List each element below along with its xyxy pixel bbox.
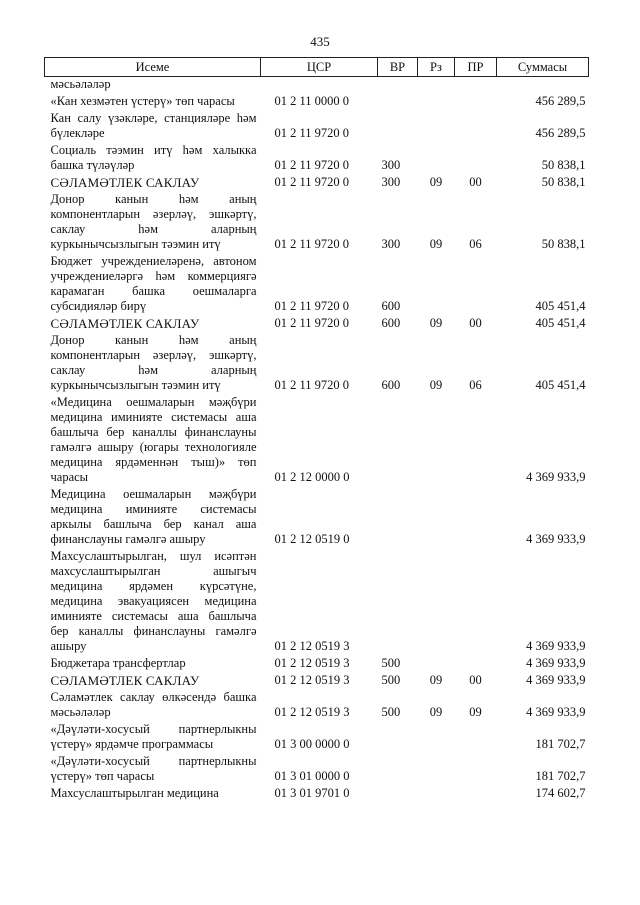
cell-name: «Дәүләти-хосусый партнерлыкны үстерү» төп чарасы — [50, 754, 257, 783]
table-header-row — [45, 58, 589, 77]
cell-name: «Кан хезмәтен үстерү» төп чарасы — [50, 94, 235, 108]
table-row — [45, 175, 589, 192]
table-row — [45, 549, 589, 656]
cell-csr: 01 2 11 9720 0 — [274, 299, 350, 313]
cell-vr: 300 — [381, 158, 401, 172]
table-row — [45, 192, 589, 254]
cell-csr: 01 2 11 9720 0 — [274, 158, 350, 172]
cell-vr: 500 — [381, 705, 401, 719]
cell-vr: 300 — [381, 175, 401, 189]
cell-csr: 01 2 12 0519 3 — [274, 639, 350, 653]
cell-pr: 06 — [469, 378, 482, 392]
cell-name: Донор канын һәм аның компонентларын әзерләү, эшкәртү, саклау һәм аларның куркынычсызлыгын тәэмин итү — [50, 192, 257, 251]
cell-csr: 01 2 11 9720 0 — [274, 237, 350, 251]
cell-rz — [418, 94, 455, 111]
cell-name: «Медицина оешмаларын мәҗбүри медицина иминияте системасы аша башлыча бер каналлы финанслауны гамәлгә ашыру (югары технологияле медицина ярдәменнән тыш)» төп чарасы — [50, 395, 257, 484]
cell-sum — [497, 77, 589, 95]
cell-pr — [455, 487, 497, 549]
table-row — [45, 333, 589, 395]
table-row — [45, 316, 589, 333]
page-number: 435 — [310, 34, 330, 49]
cell-name: Сәламәтлек саклау өлкәсендә башка мәсьәләләр — [50, 690, 257, 719]
cell-rz — [418, 77, 455, 95]
table-row — [45, 754, 589, 786]
cell-vr: 600 — [381, 316, 401, 330]
table-row — [45, 786, 589, 803]
cell-csr — [261, 77, 378, 95]
cell-name: Махсуслаштырылган медицина — [50, 786, 219, 800]
cell-pr — [455, 254, 497, 316]
cell-csr: 01 2 11 9720 0 — [274, 378, 350, 392]
cell-pr — [455, 656, 497, 673]
cell-csr: 01 2 12 0519 3 — [274, 673, 350, 687]
column-header-pr: ПР — [455, 58, 497, 77]
column-header-sum: Суммасы — [497, 58, 589, 77]
cell-sum: 50 838,1 — [541, 237, 586, 251]
cell-pr — [455, 549, 497, 656]
table-row — [45, 111, 589, 143]
cell-name: Бюджетара трансфертлар — [50, 656, 186, 670]
cell-pr — [455, 111, 497, 143]
table-row — [45, 77, 589, 95]
cell-csr: 01 2 12 0519 0 — [274, 532, 350, 546]
column-header-rz: Рз — [418, 58, 455, 77]
cell-name: мәсьәләләр — [50, 77, 111, 91]
cell-sum: 4 369 933,9 — [526, 532, 586, 546]
cell-rz: 09 — [429, 316, 443, 330]
cell-csr: 01 2 11 0000 0 — [274, 94, 350, 108]
cell-sum: 4 369 933,9 — [526, 639, 586, 653]
cell-rz — [418, 722, 455, 754]
cell-sum: 181 702,7 — [535, 769, 586, 783]
cell-pr — [455, 754, 497, 786]
table-row — [45, 487, 589, 549]
cell-rz — [418, 143, 455, 175]
cell-csr: 01 2 12 0519 3 — [274, 656, 350, 670]
table-row — [45, 254, 589, 316]
cell-sum: 405 451,4 — [535, 299, 586, 313]
cell-pr: 00 — [469, 673, 482, 687]
cell-name: Махсуслаштырылган, шул исәптән махсуслаштырылган ашыгыч медицина ярдәмен күрсәтүне, медицина эвакуациясен медицина иминияте системасы аша башлыча бер каналлы финанслауны гамәлгә ашыру — [50, 549, 257, 653]
cell-sum: 456 289,5 — [535, 126, 586, 140]
column-header-vr: ВР — [378, 58, 418, 77]
cell-vr: 500 — [381, 656, 401, 670]
cell-pr — [455, 94, 497, 111]
cell-sum: 174 602,7 — [535, 786, 586, 800]
cell-pr: 09 — [469, 705, 482, 719]
cell-sum: 181 702,7 — [535, 737, 586, 751]
cell-vr — [378, 786, 418, 803]
cell-name: Кан салу үзәкләре, станцияләре һәм бүлекләре — [50, 111, 257, 140]
cell-rz — [418, 549, 455, 656]
table-row — [45, 722, 589, 754]
cell-csr: 01 3 01 0000 0 — [274, 769, 350, 783]
cell-vr — [378, 722, 418, 754]
cell-name: Медицина оешмаларын мәҗбүри медицина иминияте системасы аркылы башлыча бер канал аша финанслауны гамәлгә ашыру — [50, 487, 257, 546]
cell-rz: 09 — [429, 378, 443, 392]
cell-sum: 50 838,1 — [541, 158, 586, 172]
cell-vr: 500 — [381, 673, 401, 687]
cell-vr — [378, 395, 418, 487]
column-header-csr: ЦСР — [261, 58, 378, 77]
cell-name: «Дәүләти-хосусый партнерлыкны үстерү» ярдәмче программасы — [50, 722, 257, 751]
cell-vr — [378, 111, 418, 143]
cell-name: СӘЛАМӘТЛЕК САКЛАУ — [50, 316, 200, 331]
cell-rz — [418, 487, 455, 549]
cell-rz: 09 — [429, 175, 443, 189]
cell-sum: 4 369 933,9 — [526, 470, 586, 484]
cell-rz — [418, 754, 455, 786]
cell-vr — [378, 94, 418, 111]
cell-pr: 00 — [469, 175, 482, 189]
cell-rz — [418, 254, 455, 316]
cell-name: Донор канын һәм аның компонентларын әзерләү, эшкәртү, саклау һәм аларның куркынычсызлыгын тәэмин итү — [50, 333, 257, 392]
cell-sum: 405 451,4 — [535, 378, 586, 392]
cell-csr: 01 2 12 0000 0 — [274, 470, 350, 484]
table-row — [45, 395, 589, 487]
budget-table — [44, 57, 589, 803]
cell-vr — [378, 487, 418, 549]
cell-pr: 00 — [469, 316, 482, 330]
cell-sum: 4 369 933,9 — [526, 656, 586, 670]
cell-sum: 4 369 933,9 — [526, 673, 586, 687]
cell-vr: 600 — [381, 299, 401, 313]
cell-pr: 06 — [469, 237, 482, 251]
cell-rz: 09 — [429, 673, 443, 687]
cell-pr — [455, 722, 497, 754]
cell-sum: 4 369 933,9 — [526, 705, 586, 719]
table-row — [45, 143, 589, 175]
cell-vr — [378, 754, 418, 786]
cell-rz: 09 — [429, 705, 443, 719]
column-header-name: Исеме — [45, 58, 261, 77]
cell-vr — [378, 77, 418, 95]
cell-rz — [418, 786, 455, 803]
cell-pr — [455, 395, 497, 487]
cell-vr: 300 — [381, 237, 401, 251]
cell-pr — [455, 143, 497, 175]
cell-pr — [455, 786, 497, 803]
cell-name: Бюджет учреждениеләренә, автоном учреждениеләргә һәм коммерциягә карамаган башка оешмаларга субсидияләр бирү — [50, 254, 257, 313]
cell-csr: 01 2 11 9720 0 — [274, 175, 350, 189]
cell-name: Социаль тәэмин итү һәм халыкка башка түләүләр — [50, 143, 257, 172]
cell-rz — [418, 111, 455, 143]
cell-csr: 01 2 11 9720 0 — [274, 126, 350, 140]
cell-pr — [455, 77, 497, 95]
cell-vr: 600 — [381, 378, 401, 392]
cell-name: СӘЛАМӘТЛЕК САКЛАУ — [50, 673, 200, 688]
cell-sum: 50 838,1 — [541, 175, 586, 189]
cell-rz: 09 — [429, 237, 443, 251]
cell-csr: 01 2 11 9720 0 — [274, 316, 350, 330]
cell-rz — [418, 395, 455, 487]
table-row — [45, 656, 589, 673]
table-row — [45, 673, 589, 690]
table-row — [45, 94, 589, 111]
cell-csr: 01 3 00 0000 0 — [274, 737, 350, 751]
cell-sum: 405 451,4 — [535, 316, 586, 330]
cell-rz — [418, 656, 455, 673]
table-row — [45, 690, 589, 722]
cell-csr: 01 3 01 9701 0 — [274, 786, 350, 800]
cell-sum: 456 289,5 — [535, 94, 586, 108]
cell-name: СӘЛАМӘТЛЕК САКЛАУ — [50, 175, 200, 190]
cell-vr — [378, 549, 418, 656]
cell-csr: 01 2 12 0519 3 — [274, 705, 350, 719]
